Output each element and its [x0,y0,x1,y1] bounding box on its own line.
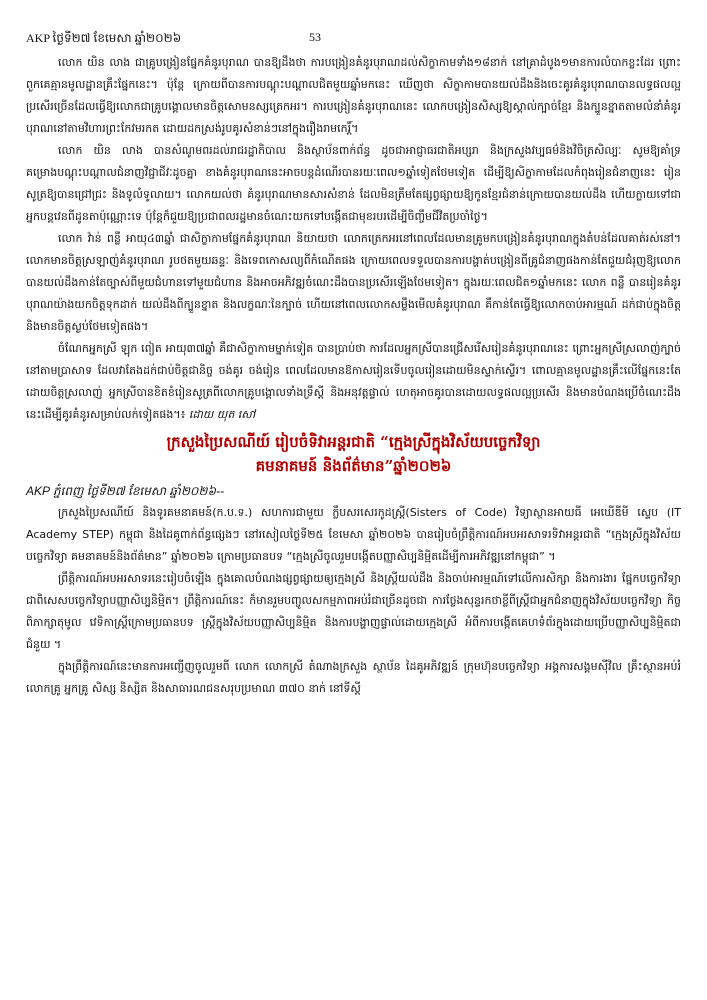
dateline: AKP ភ្នំពេញ ថ្ងៃទី២៧ ខែមេសា ឆ្នាំ២០២៦-- [26,484,224,498]
paragraph: លោក វ៉ាន់ ពន្លឺ អាយុ៤៣ឆ្នាំ ជាសិក្ខាកាមផ្នែកគំនូរបុរាណ និយាយថា លោកត្រេកអរនៅពេលដែលមានគ្រូមកបង្រៀនគំនូរបុរាណក្នុងតំបន់ដែលគាត់រស់នៅ។ លោកមានចិត្តស្រឡាញ់គំនូរបុរាណ រូបថតមួយឆន្ទៈ និងទេពកោសល្យពីកំណើតផង ក្រោយពេលទទួលបានការបង្ហាត់បង្រៀនពីគ្រូជំនាញផងកាន់តែជួយជំរុញឱ្យលោកបានយល់ដឹងកាន់តែច្បាស់ពីមួយជំហានទៅមួយជំហាន និងអាចអភិវឌ្ឍចំណេះដឹងបានប្រសើរឡើងថែមទៀត។ ក្នុងរយៈពេលជិត១ឆ្នាំមកនេះ លោក ពន្លឺ បានរៀនគំនូរបុរាណយ៉ាងយកចិត្តទុកដាក់ យល់ដឹងពីក្បួនខ្នាត និងលក្ខណៈនៃក្បាច់ ហើយនៅពេលលោកសម្លឹងមើលគំនូរបុរាណ គឺកាន់តែធ្វើឱ្យលោកចាប់អារម្មណ៍ ដក់ជាប់ក្នុងចិត្ត និងមានចិត្តស្ងប់ថែមទៀតផង។ [26,232,681,333]
paragraph: លោក យិន លាង បានសំណូមពរដល់រាជរដ្ឋាភិបាល និងស្ថាប័នពាក់ព័ន្ធ ដូចជាអាជ្ញាធរជាតិអប្សរា និងក្រសួងវប្បធម៌និងវិចិត្រសិល្បៈ សូមឱ្យគាំទ្រគម្រោងបណ្តុះបណ្តាលជំនាញវិជ្ជាជីវៈដូចគ្នា ខាងគំនូរបុរាណនេះអាចបន្តដំណើរបានរយៈពេល១ឆ្នាំទៀតថែមទៀត ដើម្បីឱ្យសិក្ខាកាមដែលកំពុងរៀនជំនាញនេះ រៀនសូត្រឱ្យបានជ្រៅជ្រះ និងទូលំទូលាយ។ លោកយល់ថា គំនូរបុរាណមានសារសំខាន់ ដែលមិនត្រឹមតែផ្សព្វផ្សាយឱ្យកូនខ្មែរជំនាន់ក្រោយបានយល់ដឹង ហើយក្លាយទៅជាអ្នកបន្តវេនពីដូនតាប៉ុណ្ណោះទេ ប៉ុន្តែក៏ជួយឱ្យប្រជាពលរដ្ឋមានចំណេះយកទៅបង្កើតជាមុខរបរដើម្បីចិញ្ចឹមជីវិតប្រចាំថ្ងៃ។ [26,144,681,223]
page-header [26,30,681,52]
article-2 [26,502,681,700]
article-1 [26,52,681,426]
source-date: AKP ថ្ងៃទី២៧ ខែមេសា ឆ្នាំ២០២៦ [26,31,182,45]
article-2-headline [26,430,681,478]
paragraph [26,338,681,426]
page-number: 53 [309,30,321,44]
paragraph-text: ចំណែកអ្នកស្រី ឡុក ពៀត អាយុ៣៧ឆ្នាំ គឺជាសិក្ខាកាមម្នាក់ទៀត បានប្រាប់ថា ការដែលអ្នកស្រីបានជ្រើសរើសរៀនគំនូរបុរាណនេះ ព្រោះអ្នកស្រីស្រលាញ់ក្បាច់នៅតាមប្រាសាទ ដែលវាតែងដក់ជាប់ចិត្តជានិច្ច ចង់គូរ ចង់រៀន ពេលដែលមានឱកាសរៀនទើបចូលរៀនដោយមិនស្ទាក់ស្ទើរ។ ពោលគ្មានមូលដ្ឋានគ្រឹះលើផ្នែកនេះតែដោយចិត្តស្រលាញ់ អ្នកស្រីបានខិតខំរៀនសូត្រពីលោកគ្រូបង្គោលទាំងទ្រឹស្តី និងអនុវត្តផ្ទាល់ ហេតុអាចគូរបានដោយលទ្ធផលល្អប្រសើរ និងមានបំណងប្រើចំណេះដឹងនេះដើម្បីគូរគំនូរសម្រាប់លក់ទៀតផង។៖ [26,342,681,421]
paragraph: ព្រឹត្តិការណ៍អបអរសាទរនេះរៀបចំឡើង ក្នុងគោលបំណងផ្សព្វផ្សាយឲ្យក្មេងស្រី និងស្ត្រីយល់ដឹង និងចាប់អារម្មណ៍ទៅលើការសិក្សា និងការងារ ផ្នែកបច្ចេកវិទ្យាជាពិសេសបច្ចេកវិទ្យាបញ្ញាសិប្បនិម្មិត។ ព្រឹត្តិការណ៍នេះ ក៏មានរួមបញ្ចូលសកម្មភាពអប់រំជាច្រើនដូចជា ការថ្លែងសុន្ទរកថាខ្លីពីស្ត្រីជាអ្នកជំនាញក្នុងវិស័យបច្ចេកវិទ្យា កិច្ចពិភាក្សាតុមូល វេទិកាស្ត្រីក្រោមប្រធានបទ ស្ត្រីក្នុងវិស័យបញ្ញាសិប្បនិម្មិត និងការបង្ហាញផ្ទាល់ដោយក្មេងស្រី អំពីការបង្កើតគេហទំព័រក្នុងដោយប្រើបញ្ញាសិប្បនិម្មិតជាជំនួយ ។ [26,572,681,651]
paragraph: លោក យិន លាង ជាគ្រូបង្រៀនផ្នែកគំនូរបុរាណ បានឱ្យដឹងថា ការបង្រៀនគំនូរបុរាណដល់សិក្ខាកាមទាំង១៨នាក់ នៅគ្រាដំបូង១មានការលំបាកខ្លះដែរ ព្រោះពួកគេគ្មានមូលដ្ឋានគ្រឹះផ្នែកនេះ។ ប៉ុន្តែ ក្រោយពីបានការបណ្តុះបណ្តាលជិតមួយឆ្នាំមកនេះ ឃើញថា សិក្ខាកាមបានយល់ដឹងនិងចេះគូរគំនូរបុរាណបានលទ្ធផលល្អប្រសើរច្រើនដែលធ្វើឱ្យលោកជាគ្រូបង្គោលមានចិត្តសោមនស្សត្រេកអរ។ ការបង្រៀនគំនូរបុរាណនេះ លោកបង្រៀនសិស្សឱ្យស្គាល់ក្បាច់ខ្មែរ និងក្បួនខ្នាតតាមលំនាំគំនូរបុរាណនៅតាមវិហារព្រះកែវមរកត ដោយដកស្រង់រូបគូរសំខាន់ៗនៅក្នុងរឿងរាមកេរ្តិ៍។ [26,56,681,135]
paragraph: ក្រសួងប្រៃសណីយ៍ និងទូរគមនាគមន៍(ក.ប.ទ.) សហការជាមួយ ក្លឹបសរសេរកូដស្ត្រី(Sisters of Code) វិទ្យាស្ថានអាយធី អេឃើឌីមី ស្ទេប (IT Academy STEP) កម្ពុជា និងដៃគូពាក់ព័ន្ធផ្សេងៗ នៅរសៀលថ្ងៃទី២៥ ខែមេសា ឆ្នាំ២០២៦ បានរៀបចំព្រឹត្តិការណ៍អបអរសាទរទិវាអន្តរជាតិ “ក្មេងស្រីក្នុងវិស័យ បច្ចេកវិទ្យា គមនាគមន៍និងព័ត៌មាន” ឆ្នាំ២០២៦ ក្រោមប្រធានបទ “ក្មេងស្រីចូលរួមបង្កើតបញ្ញាសិប្បនិម្មិតដើម្បីការអភិវឌ្ឍនៅកម្ពុជា” ។ [26,506,681,563]
headline-line-1: ក្រសួងប្រៃសណីយ៍ រៀបចំទិវាអន្តរជាតិ “ក្មេងស្រីក្នុងវិស័យបច្ចេកវិទ្យា [166,433,541,451]
paragraph: ក្នុងព្រឹត្តិការណ៍នេះមានការអញ្ជើញចូលរួមពី លោក លោកស្រី តំណាងក្រសួង ស្ថាប័ន ដៃគូអភិវឌ្ឍន៍ ក្រុមហ៊ុនបច្ចេកវិទ្យា អង្គការសង្គមស៊ីវិល គ្រឹះស្ថានអប់រំលោកគ្រូ អ្នកគ្រូ សិស្ស និស្សិត និងសាធារណជនសរុបប្រមាណ ៣៧០ នាក់ នៅទីស្តី [26,660,681,695]
byline: ដោយ យុត សៅ [188,408,256,421]
headline-line-2: គមនាគមន៍ និងព័ត៌មាន”ឆ្នាំ២០២៦ [255,457,452,475]
